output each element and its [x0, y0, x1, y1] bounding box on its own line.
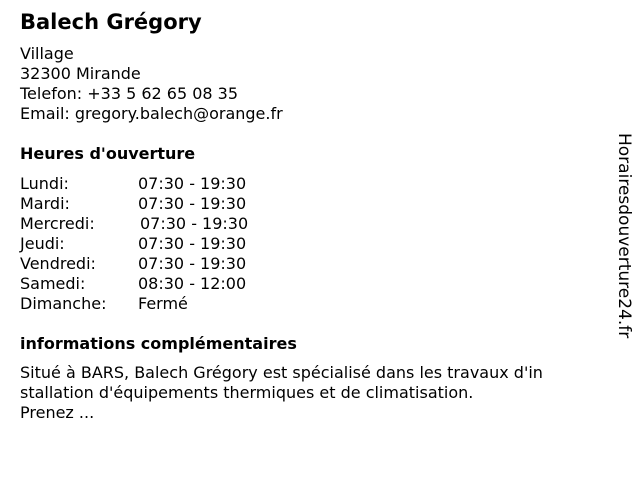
description-line: stallation d'équipements thermiques et de climatisation. [20, 383, 474, 402]
day-label: Mercredi: [20, 214, 95, 233]
day-label: Vendredi: [20, 254, 96, 273]
phone-text: Telefon: +33 5 62 65 08 35 [20, 84, 239, 103]
description-line: Prenez ... [20, 403, 95, 422]
address-line-street: Village [20, 44, 74, 63]
time-range: 08:30 - 12:00 [138, 274, 247, 293]
hours-row-sunday [20, 294, 340, 314]
address-line-city: 32300 Mirande [20, 64, 141, 83]
time-range: 07:30 - 19:30 [138, 234, 247, 253]
email-text: Email: gregory.balech@orange.fr [20, 104, 283, 123]
day-label: Jeudi: [20, 234, 65, 253]
hours-row-friday [20, 254, 340, 274]
hours-row-saturday [20, 274, 340, 294]
time-range: 07:30 - 19:30 [138, 194, 247, 213]
business-name: Balech Grégory [20, 10, 202, 34]
additional-info-text [20, 363, 610, 423]
day-label: Samedi: [20, 274, 86, 293]
description-line: Situé à BARS, Balech Grégory est spécialisé dans les travaux d'in [20, 363, 543, 382]
hours-row-tuesday [20, 194, 340, 214]
time-range: 07:30 - 19:30 [138, 174, 247, 193]
hours-row-wednesday [20, 214, 340, 234]
hours-row-monday [20, 174, 340, 194]
time-range: 07:30 - 19:30 [138, 254, 247, 273]
time-range: 07:30 - 19:30 [140, 214, 249, 233]
time-range: Fermé [138, 294, 188, 313]
day-label: Lundi: [20, 174, 69, 193]
hours-row-thursday [20, 234, 340, 254]
additional-info-heading: informations complémentaires [20, 334, 297, 353]
site-watermark: Horairesdouverture24.fr [614, 133, 634, 339]
day-label: Mardi: [20, 194, 70, 213]
opening-hours-heading: Heures d'ouverture [20, 144, 196, 163]
day-label: Dimanche: [20, 294, 107, 313]
